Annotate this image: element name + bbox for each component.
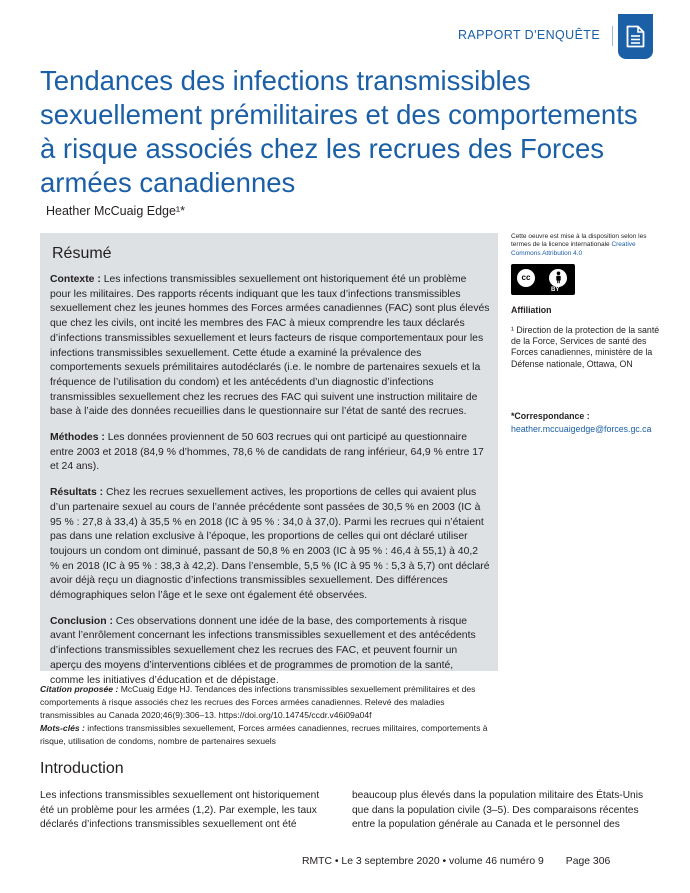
summary-heading: Résumé [52,245,112,262]
conclusion-paragraph [50,615,490,689]
correspondence-email[interactable]: heather.mccuaigedge@forces.gc.ca [511,424,652,434]
document-tab [618,14,653,59]
document-icon [626,25,645,48]
keywords-label: Mots-clés : [40,723,85,733]
correspondence [511,410,661,436]
attribution-person-icon [548,268,568,288]
license-text: Cette oeuvre est mise à la disposition selon les termes de la licence internationale [511,233,647,249]
summary-body [50,273,490,699]
introduction-heading: Introduction [40,760,124,777]
context-paragraph [50,273,490,420]
license-link[interactable]: Creative Commons Attribution 4.0 [511,241,636,257]
citation-block [40,683,498,748]
results-paragraph [50,486,490,604]
correspondence-label: *Correspondance : [511,411,590,421]
affiliation-heading: Affiliation [511,305,552,315]
journal-info: RMTC • Le 3 septembre 2020 • volume 46 numéro 9 [302,856,544,867]
license-notice [511,233,661,258]
cc-logo-icon: cc [516,268,536,288]
methods-label: Méthodes : [50,432,105,444]
suggested-citation [40,683,498,722]
methods-paragraph [50,431,490,475]
header-divider [612,26,613,46]
page-footer [302,856,610,867]
section-label: RAPPORT D'ENQUÊTE [458,28,601,42]
conclusion-text: Ces observations donnent une idée de la base, des comportements à risque avant l’enrôlement concernant les infections transmissibles sexuellement et des antécédents d’infections transmissibles sexuellement chez les recrues des FAC, et peuvent fournir un aperçu des moyens d’interventions ciblées et de programmes de promotion de la santé, comme les initiatives d’éducation et de dépistage. [50,615,476,686]
methods-text: Les données proviennent de 50 603 recrues qui ont participé au questionnaire entre 2003 et 2018 (84,9 % d’hommes, 78,6 % de candidats de rang inférieur, 64,9 % entre 17 et 24 ans). [50,432,484,473]
introduction-column-1: Les infections transmissibles sexuellement ont historiquement été un problème pour les armées (1,2). Par exemple, les taux déclarés d’infections transmissibles sexuellement ont été [40,790,320,831]
cc-by-badge[interactable] [511,264,575,295]
author-name: Heather McCuaig Edge¹* [46,204,185,218]
affiliation-text: ¹ Direction de la protection de la santé de la Force, Services de santé des Forces canadiennes, ministère de la Défense nationale, Ottawa, ON [511,325,660,369]
summary-box [40,233,498,686]
keywords-text: infections transmissibles sexuellement, Forces armées canadiennes, recrues militaires, comportements à risque, utilisation de condoms, nombre de partenaires sexuels [40,723,488,746]
conclusion-label: Conclusion : [50,615,113,627]
page-number: Page 306 [565,856,611,867]
citation-label: Citation proposée : [40,684,119,694]
by-label: BY [551,287,560,293]
article-title: Tendances des infections transmissibles sexuellement prémilitaires et des comportements à risque associés chez les recrues des Forces armées canadiennes [40,65,638,198]
context-label: Contexte : [50,274,101,285]
results-label: Résultats : [50,487,104,499]
introduction-column-2: beaucoup plus élevés dans la population militaire des États-Unis que dans la population civile (3–5). Des comparaisons récentes entre la population générale au Canada et le personnel des [352,790,644,831]
context-text: Les infections transmissibles sexuellement ont historiquement été un problème pour les militaires. Des rapports récents indiquant que les taux d’infections transmissibles sexuellement chez les jeunes hommes des Forces armées canadiennes (FAC) sont plus élevés que chez les civils, ont incité les membres des FAC à mieux comprendre les taux déclarés d’infections transmissibles sexuellement et leurs facteurs de risque comportementaux pour les infections transmissibles sexuellement. Cette étude a examiné la prévalence des comportements sexuels prémilitaires autodéclarés (i.e. le nombre de partenaires sexuels et la fréquence de l’utilisation du condom) et les antécédents d’un diagnostic d’infections transmissibles sexuellement chez les recrues des FAC qui suivent une instruction militaire de base à l’aide des données recueillies dans le questionnaire sur l’état de santé des recrues. [50,274,490,418]
keywords [40,722,498,748]
citation-text: McCuaig Edge HJ. Tendances des infections transmissibles sexuellement prémilitaires et des comportements à risque associés chez les recrues des Forces armées canadiennes. Relevé des maladies transmissibles au Canada 2020;46(9):306–13. https://doi.org/10.14745/ccdr.v46i09a04f [40,684,476,720]
results-text: Chez les recrues sexuellement actives, les proportions de celles qui avaient plus d’un partenaire sexuel au cours de l’année précédente sont passées de 30,5 % en 2003 (IC à 95 % : 27,8 à 33,4) à 35,5 % en 2018 (IC à 95 % : 34,0 à 37,0). Parmi les recrues qui n’étaient pas dans une relation exclusive à l’époque, les proportions de celles qui ont déclaré utiliser toujours un condom ont diminué, passant de 50,8 % en 2003 (IC à 95 % : 46,4 à 55,1) à 40,2 % en 2018 (IC à 95 % : 38,3 à 42,2). Dans l’ensemble, 5,5 % (IC à 95 % : 5,3 à 5,7) ont déclaré avoir déjà reçu un diagnostic d’infections transmissibles sexuellement. Des différences démographiques selon l’âge et le sexe ont également été observées. [50,487,490,602]
